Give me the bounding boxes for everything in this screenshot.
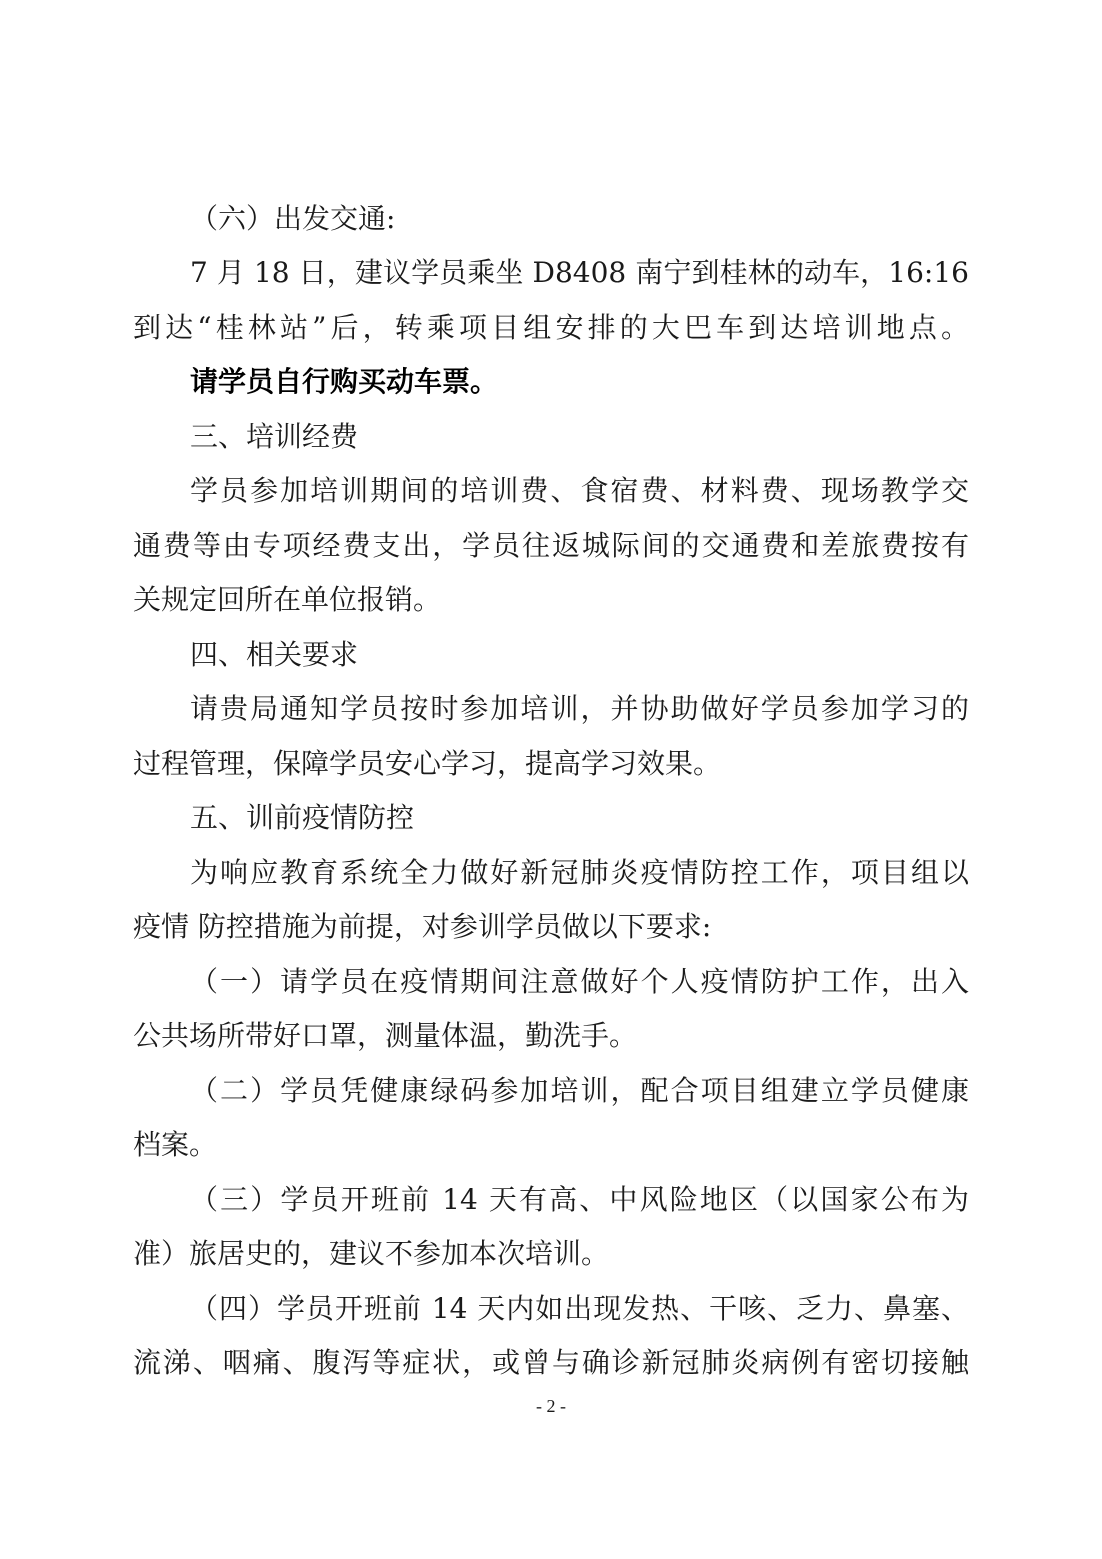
list-item-line: （四）学员开班前 14 天内如出现发热、干咳、乏力、鼻塞、	[190, 1292, 969, 1325]
list-item-line: （一）请学员在疫情期间注意做好个人疫情防护工作，出入	[190, 965, 969, 998]
paragraph-line: 通费等由专项经费支出，学员往返城际间的交通费和差旅费按有	[133, 529, 969, 562]
list-item-line: 档案。	[133, 1128, 218, 1161]
list-item-line: （二）学员凭健康绿码参加培训，配合项目组建立学员健康	[190, 1074, 969, 1107]
bold-notice-line: 请学员自行购买动车票。	[190, 365, 499, 398]
list-item-line: 流涕、咽痛、腹泻等症状，或曾与确诊新冠肺炎病例有密切接触	[133, 1346, 969, 1379]
paragraph-line: 7 月 18 日，建议学员乘坐 D8408 南宁到桂林的动车，16:16	[190, 256, 969, 289]
list-item-line: 准）旅居史的，建议不参加本次培训。	[133, 1237, 610, 1270]
list-item-line: （三）学员开班前 14 天有高、中风险地区（以国家公布为	[190, 1183, 969, 1216]
section-heading-training-funds: 三、培训经费	[190, 420, 359, 453]
page-number: - 2 -	[536, 1396, 566, 1416]
section-heading-epidemic-prevention: 五、训前疫情防控	[190, 801, 415, 834]
paragraph-line: 疫情 防控措施为前提，对参训学员做以下要求:	[133, 910, 712, 943]
paragraph-line: 学员参加培训期间的培训费、食宿费、材料费、现场教学交	[190, 474, 969, 507]
paragraph-line: 请贵局通知学员按时参加培训，并协助做好学员参加学习的	[190, 692, 969, 725]
paragraph-line: 为响应教育系统全力做好新冠肺炎疫情防控工作，项目组以	[190, 856, 969, 889]
paragraph-line: 到达“桂林站”后，转乘项目组安排的大巴车到达培训地点。	[133, 311, 969, 344]
section-heading-requirements: 四、相关要求	[190, 638, 359, 671]
subsection-heading-departure-transport: （六）出发交通:	[190, 202, 396, 235]
list-item-line: 公共场所带好口罩，测量体温，勤洗手。	[133, 1019, 638, 1052]
paragraph-line: 过程管理，保障学员安心学习，提高学习效果。	[133, 747, 722, 780]
paragraph-line: 关规定回所在单位报销。	[133, 583, 442, 616]
